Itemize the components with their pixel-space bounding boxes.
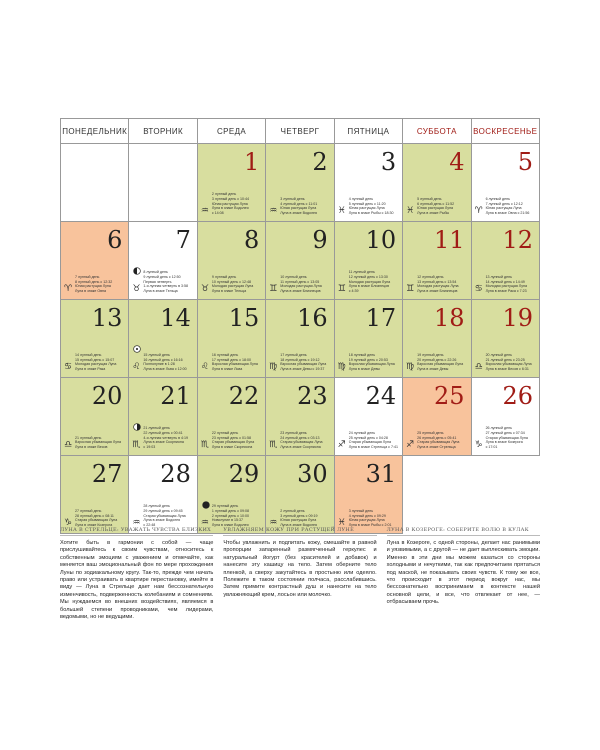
- lunar-day-info: 18 лунный день 19 лунный день с 20:53 Взрослая убывающая Луна Луна в знаке Девы: [348, 352, 395, 372]
- day-number: 24: [365, 382, 397, 410]
- day-cell: [266, 378, 334, 456]
- zodiac-sign-icon: ♓: [406, 205, 415, 215]
- day-cell: [472, 222, 540, 300]
- lunar-day-info: 3 лунный день 4 лунный день с 09:29 Юная растущая Луна Луна в знаке Рыбы с 2:01: [348, 508, 392, 528]
- zodiac-sign-icon: ♏: [132, 439, 141, 449]
- zodiac-sign-icon: ♎: [64, 439, 73, 449]
- article-title: ЛУНА В КОЗЕРОГЕ: СОБЕРИТЕ ВОЛЮ В КУЛАК: [387, 527, 540, 536]
- day-cell: [198, 222, 266, 300]
- lunar-day-info: 27 лунный день 28 лунный день с 08:11 Старая убывающая Луна Луна в знаке Козерога: [75, 508, 118, 528]
- zodiac-sign-icon: ♌: [132, 361, 141, 371]
- day-number: 5: [517, 148, 533, 176]
- zodiac-sign-icon: ♑: [474, 439, 483, 449]
- day-number: 25: [434, 382, 465, 410]
- day-number: 9: [312, 226, 328, 254]
- article-title: ЛУНА В СТРЕЛЬЦЕ: УВАЖАТЬ ЧУВСТВА БЛИЗКИХ: [60, 527, 213, 536]
- article-body: Хотите быть в гармонии с собой — чаще прислушивайтесь к своим чувствам, относитесь к собственным эмоциям с уважением и отмечайте, как меняется ваш эмоциональный фон по мере прохождения Луны по зодиакальному кругу. Так-то, прежде чем начать право или устраивать в квартире перестановку, имейте в виду — Луна в Стрельце дает нам бессознательную изменчивость, подверженность колебаниям и сомнениям. Мы нуждаемся во внешних воздействиях, являемся в большей степени проводниками, чем лидерами, ведомыми, но не ведущими.: [60, 540, 214, 621]
- day-number: 16: [297, 304, 328, 332]
- lunar-day-info: 16 лунный день 17 лунный день с 18:00 Взрослая убывающая Луна Луна в знаке Льва: [211, 352, 258, 372]
- day-cell: [403, 222, 471, 300]
- weekday-header: ЧЕТВЕРГ: [266, 119, 334, 144]
- day-cell: [335, 378, 403, 456]
- day-cell: [61, 222, 129, 300]
- weekday-header: СРЕДА: [198, 119, 266, 144]
- articles-section: [60, 527, 540, 621]
- lunar-calendar: [60, 118, 540, 534]
- zodiac-sign-icon: ♒: [132, 517, 141, 527]
- article-title: УВЛАЖНЯЕМ КОЖУ ПРИ РАСТУЩЕЙ ЛУНЕ: [223, 527, 376, 536]
- day-cell: [403, 144, 471, 222]
- article-body: Чтобы увлажнить и подпитать кожу, смешайте в равной пропорции запаренный размягченный геркулес и натуральный йогурт (без красителей и добавок) и нанесите эту кашицу на тело. Затем оберните тело пленкой, а сверху закутайтесь в простыню или одеяло. Полежите в таком состоянии полчаса, расслабившись. Затем примите контрастный душ и нанесите на тело увлажняющий крем, лосьон или молочко.: [223, 540, 377, 598]
- zodiac-sign-icon: ♐: [406, 439, 415, 449]
- lunar-day-info: 15 лунный день 16 лунный день с 16:16 Полнолуние в 1:28 Луна в знаке Льва с 12:00: [143, 352, 187, 372]
- lunar-day-info: 5 лунный день 6 лунный день с 11:52 Юная растущая Луна Луна в знаке Рыбы: [417, 196, 455, 216]
- day-number: 29: [228, 460, 260, 488]
- lunar-day-info: 2 лунный день 3 лунный день с 10:44 Юная растущая Луна Луна в знаке Водолея с 14:08: [211, 192, 250, 216]
- weekday-header: ПЯТНИЦА: [335, 119, 403, 144]
- day-number: 26: [502, 382, 533, 410]
- lunar-day-info: 19 лунный день 20 лунный день с 22:26 Взрослая убывающая Луна Луна в знаке Девы: [417, 352, 464, 372]
- lunar-day-info: 26 лунный день 27 лунный день с 07:34 Старая убывающая Луна Луна в знаке Козерога с 17:01: [485, 426, 528, 450]
- day-number: 1: [244, 148, 260, 176]
- day-cell: [335, 144, 403, 222]
- day-cell: [335, 300, 403, 378]
- day-cell: [61, 456, 129, 534]
- day-cell: [129, 378, 197, 456]
- zodiac-sign-icon: ♉: [132, 283, 141, 293]
- lunar-day-info: 10 лунный день 11 лунный день с 13:05 Молодая растущая Луна Луна в знаке Близнецов: [280, 274, 322, 294]
- day-cell: [472, 300, 540, 378]
- day-number: 7: [175, 226, 191, 254]
- day-number: 15: [228, 304, 260, 332]
- day-number: 12: [502, 226, 533, 254]
- day-cell: [61, 300, 129, 378]
- day-cell: [198, 300, 266, 378]
- day-number: 6: [107, 226, 123, 254]
- day-cell: [403, 378, 471, 456]
- day-cell: [129, 300, 197, 378]
- day-number: 17: [365, 304, 397, 332]
- lunar-day-info: 28 лунный день 29 лунный день с 09:45 Старая убывающая Луна Луна в знаке Водолея с 22:48: [143, 504, 186, 528]
- lunar-day-info: 11 лунный день 12 лунный день с 13:30 Молодая растущая Луна Луна в знаке Близнецов с 4:39: [348, 270, 391, 294]
- day-number: 4: [449, 148, 465, 176]
- zodiac-sign-icon: ♍: [337, 361, 346, 371]
- day-cell: [266, 456, 334, 534]
- zodiac-sign-icon: ♈: [64, 283, 73, 293]
- lunar-day-info: 25 лунный день 26 лунный день с 05:41 Старая убывающая Луна Луна в знаке Стрельца: [417, 430, 460, 450]
- day-cell: [403, 300, 471, 378]
- lunar-day-info: 17 лунный день 18 лунный день с 19:12 Взрослая убывающая Луна Луна в знаке Девы с 19:37: [280, 352, 327, 372]
- day-number: 31: [365, 460, 397, 488]
- zodiac-sign-icon: ♒: [200, 517, 209, 527]
- zodiac-sign-icon: ♓: [337, 517, 346, 527]
- zodiac-sign-icon: ♏: [200, 439, 209, 449]
- day-number: 8: [244, 226, 260, 254]
- day-cell: [335, 222, 403, 300]
- empty-cell: [129, 144, 197, 222]
- day-number: 28: [160, 460, 191, 488]
- empty-cell: [61, 144, 129, 222]
- day-number: 14: [160, 304, 191, 332]
- weekday-header: СУББОТА: [403, 119, 471, 144]
- zodiac-sign-icon: ♍: [406, 361, 415, 371]
- weekday-header: ВОСКРЕСЕНЬЕ: [472, 119, 540, 144]
- zodiac-sign-icon: ♋: [64, 361, 73, 371]
- lunar-day-info: 4 лунный день 5 лунный день с 11:20 Юная растущая Луна Луна в знаке Рыбы с 18:30: [348, 196, 394, 216]
- day-number: 19: [502, 304, 533, 332]
- day-number: 27: [91, 460, 123, 488]
- weekday-header: ПОНЕДЕЛЬНИК: [61, 119, 129, 144]
- zodiac-sign-icon: ♒: [200, 205, 209, 215]
- day-number: 11: [434, 226, 465, 254]
- zodiac-sign-icon: ♓: [337, 205, 346, 215]
- lunar-day-info: 23 лунный день 24 лунный день с 03:13 Старая убывающая Луна Луна в знаке Скорпиона: [280, 430, 323, 450]
- lunar-day-info: 21 лунный день 22 лунный день с 00:41 4-я лунная четверть в 4:19 Луна в знаке Скорпиона с 19:03: [143, 426, 188, 450]
- article-column: [60, 527, 213, 621]
- zodiac-sign-icon: ♒: [269, 517, 278, 527]
- lunar-day-info: 6 лунный день 7 лунный день с 12:12 Юная растущая Луна Луна в знаке Овна с 21:56: [485, 196, 530, 216]
- lunar-day-info: 8 лунный день 9 лунный день с 12:50 Первая четверть 1-я лунная четверть в 3:58 Луна в знаке Тельца: [143, 270, 188, 294]
- day-number: 23: [297, 382, 328, 410]
- weekday-header-row: [60, 118, 540, 144]
- day-cell: [472, 144, 540, 222]
- zodiac-sign-icon: ♍: [269, 361, 278, 371]
- article-body: Луна в Козероге, с одной стороны, делает нас ранимыми и уязвимыми, а с другой — не дает выплескивать эмоции. Именно в эти дни мы можем казаться со стороны холодными и нечуткими, так как предпочитаем прятаться под маской, не показывать своих чувств. К тому же все, что происходит в этот период вокруг нас, мы бессознательно воспринимаем в контексте нашей основной цели, и все, что отвлекает от нее, — отбрасываем прочь.: [386, 540, 540, 606]
- day-number: 22: [228, 382, 260, 410]
- day-cell: [198, 378, 266, 456]
- lunar-day-info: 3 лунный день 4 лунный день с 11:01 Юная растущая Луна Луна в знаке Водолея: [280, 196, 318, 216]
- lunar-day-info: 2 лунный день 3 лунный день с 09:19 Юная растущая Луна Луна в знаке Водолея: [280, 508, 318, 528]
- zodiac-sign-icon: ♊: [337, 283, 346, 293]
- lunar-day-info: 24 лунный день 25 лунный день с 04:28 Старая убывающая Луна Луна в знаке Стрельца с 7:41: [348, 430, 398, 450]
- day-number: 10: [365, 226, 397, 254]
- lunar-day-info: 13 лунный день 14 лунный день с 14:49 Молодая растущая Луна Луна в знаке Рака с 7:23: [485, 274, 527, 294]
- day-cell: [266, 222, 334, 300]
- day-number: 30: [297, 460, 328, 488]
- zodiac-sign-icon: ♈: [474, 205, 483, 215]
- lunar-day-info: 22 лунный день 23 лунный день с 01:58 Старая убывающая Луна Луна в знаке Скорпиона: [211, 430, 255, 450]
- day-cell: [335, 456, 403, 534]
- day-cell: [129, 222, 197, 300]
- article-column: [387, 527, 540, 621]
- lunar-day-info: 20 лунный день 21 лунный день с 23:25 Взрослая убывающая Луна Луна в знаке Весов с 6:31: [485, 352, 532, 372]
- calendar-grid: [60, 144, 540, 534]
- day-number: 21: [160, 382, 191, 410]
- day-number: 2: [312, 148, 328, 176]
- day-cell: [198, 144, 266, 222]
- day-number: 18: [434, 304, 465, 332]
- zodiac-sign-icon: ♒: [269, 205, 278, 215]
- lunar-day-info: 9 лунный день 10 лунный день с 12:48 Молодая растущая Луна Луна в знаке Тельца: [211, 274, 254, 294]
- day-cell: [129, 456, 197, 534]
- day-number: 13: [91, 304, 123, 332]
- lunar-day-info: 21 лунный день Взрослая убывающая Луна Луна в знаке Весов: [75, 435, 121, 450]
- day-cell: [472, 378, 540, 456]
- zodiac-sign-icon: ♋: [474, 283, 483, 293]
- zodiac-sign-icon: ♏: [269, 439, 278, 449]
- zodiac-sign-icon: ♐: [337, 439, 346, 449]
- day-cell: [61, 378, 129, 456]
- lunar-day-info: 12 лунный день 13 лунный день с 13:54 Молодая растущая Луна Луна в знаке Близнецов: [417, 274, 459, 294]
- day-number: 3: [380, 148, 397, 176]
- article-column: [223, 527, 376, 621]
- lunar-day-info: 14 лунный день 15 лунный день с 15:07 Молодая растущая Луна Луна в знаке Рака: [75, 352, 117, 372]
- day-cell: [198, 456, 266, 534]
- day-cell: [266, 300, 334, 378]
- day-cell: [266, 144, 334, 222]
- zodiac-sign-icon: ♊: [269, 283, 278, 293]
- day-number: 20: [91, 382, 123, 410]
- weekday-header: ВТОРНИК: [129, 119, 197, 144]
- zodiac-sign-icon: ♌: [200, 361, 209, 371]
- zodiac-sign-icon: ♑: [64, 517, 73, 527]
- lunar-day-info: 7 лунный день 8 лунный день с 12:32 Юная растущая Луна Луна в знаке Овна: [75, 274, 113, 294]
- zodiac-sign-icon: ♉: [200, 283, 209, 293]
- lunar-day-info: 29 лунный день 1 лунный день с 09:08 2 лунный день с 10:00 Новолуние в 15:37 Луна в знаке Водолея: [211, 504, 250, 528]
- zodiac-sign-icon: ♎: [474, 361, 483, 371]
- zodiac-sign-icon: ♊: [406, 283, 415, 293]
